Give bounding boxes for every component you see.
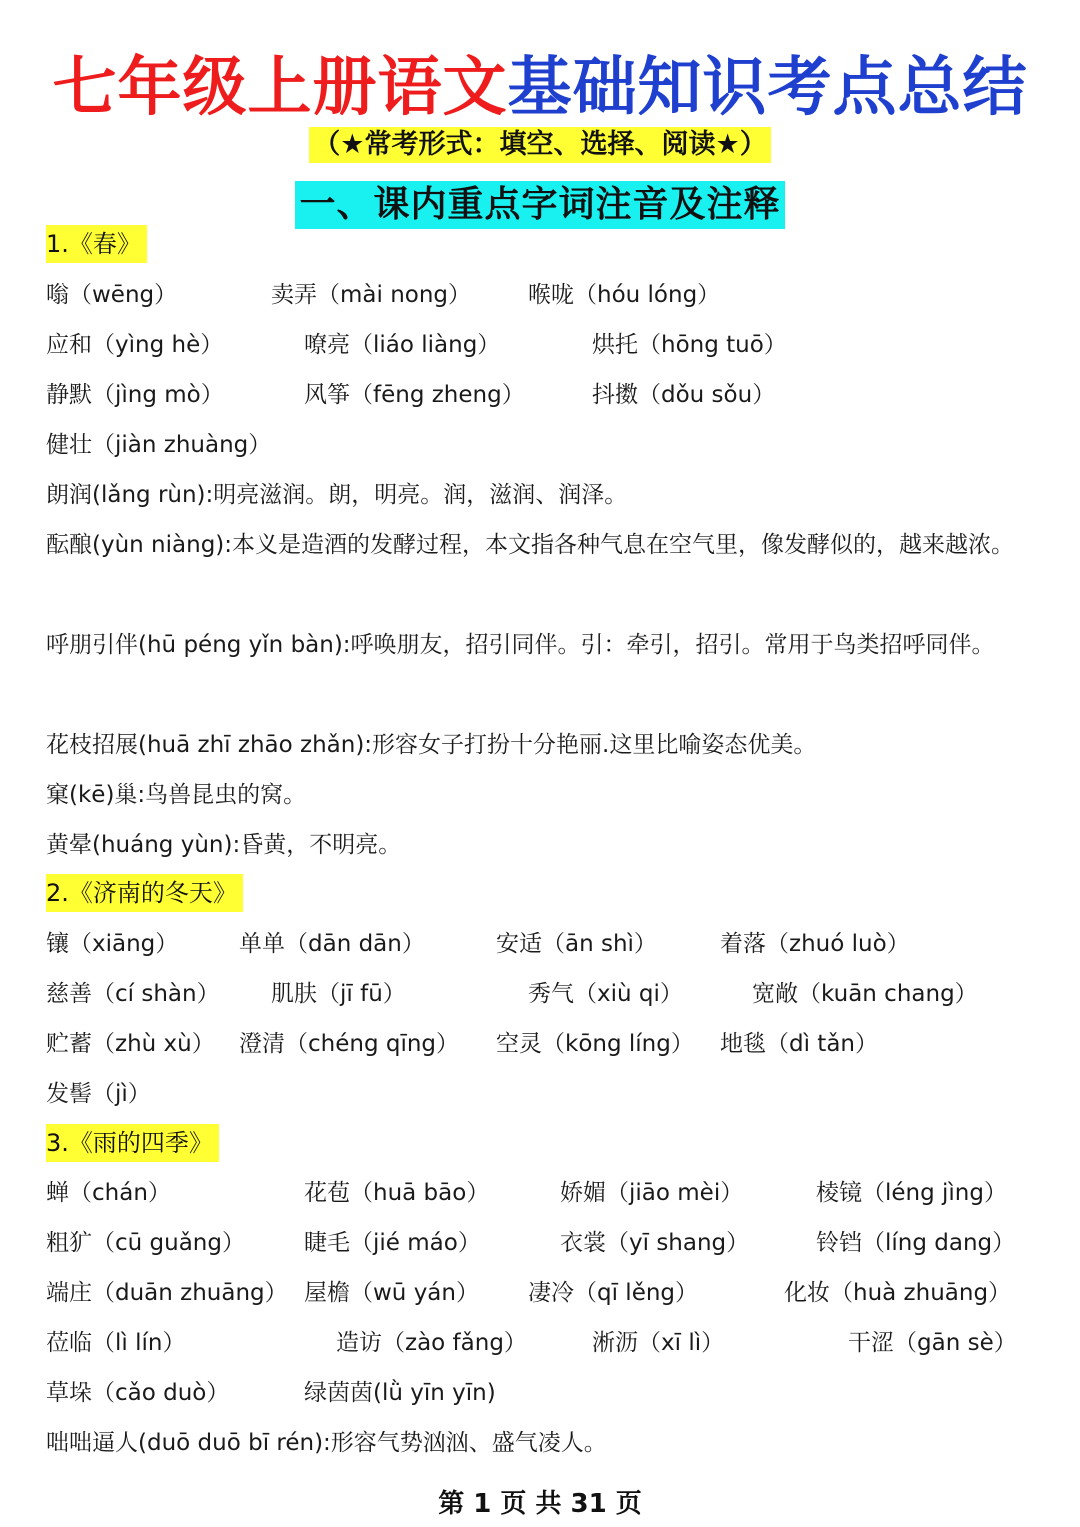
vocab-item: 风筝（fēng zheng） (304, 382, 525, 408)
page-footer: 第 1 页 共 31 页 (438, 1489, 642, 1519)
vocab-item: 静默（jìng mò） (46, 382, 224, 408)
vocab-item: 抖擞（dǒu sǒu） (592, 382, 776, 408)
note-text: 花枝招展(huā zhī zhāo zhǎn):形容女子打扮十分艳丽.这里比喻姿态优美。 (46, 732, 817, 758)
vocab-item: 安适（ān shì） (496, 931, 657, 957)
section-heading-text: 一、课内重点字词注音及注释 (295, 181, 784, 229)
subtitle-text: （★常考形式：填空、选择、阅读★） (309, 127, 770, 163)
vocab-item: 着落（zhuó luò） (720, 931, 910, 957)
vocab-item: 卖弄（mài nong） (271, 282, 472, 308)
vocab-item: 干涩（gān sè） (848, 1330, 1017, 1356)
vocab-item: 棱镜（léng jìng） (816, 1180, 1007, 1206)
note-text: 酝酿(yùn niàng):本义是造酒的发酵过程，本文指各种气息在空气里，像发酵似的，越来越浓。 (46, 532, 1015, 558)
vocab-row (46, 1074, 1036, 1114)
vocab-item: 健壮（jiàn zhuàng） (46, 432, 272, 458)
vocab-item: 淅沥（xī lì） (592, 1330, 725, 1356)
vocab-row (46, 1323, 1036, 1363)
vocab-item: 娇媚（jiāo mèi） (560, 1180, 744, 1206)
vocab-item: 睫毛（jié máo） (304, 1230, 481, 1256)
vocab-item: 贮蓄（zhù xù） (46, 1031, 215, 1057)
section-heading (0, 181, 1080, 229)
vocab-item: 烘托（hōng tuō） (592, 332, 787, 358)
vocab-row (46, 275, 1036, 315)
vocab-item: 地毯（dì tǎn） (720, 1031, 878, 1057)
vocab-item: 莅临（lì lín） (46, 1330, 186, 1356)
vocab-item: 造访（zào fǎng） (336, 1330, 527, 1356)
lesson-heading: 3.《雨的四季》 (46, 1124, 219, 1162)
document-title (0, 48, 1080, 128)
vocab-item: 澄清（chéng qīng） (239, 1031, 460, 1057)
lesson-heading: 2.《济南的冬天》 (46, 874, 243, 912)
vocab-item: 嘹亮（liáo liàng） (304, 332, 501, 358)
vocab-item: 喉咙（hóu lóng） (528, 282, 721, 308)
title-blue-part: 基础知识考点总结 (507, 51, 1028, 125)
vocab-row (46, 425, 1036, 465)
vocab-item: 凄冷（qī lěng） (528, 1280, 699, 1306)
vocab-item: 化妆（huà zhuāng） (784, 1280, 1012, 1306)
vocab-item: 粗犷（cū guǎng） (46, 1230, 245, 1256)
vocab-item: 绿茵茵(lǜ yīn yīn) (304, 1380, 496, 1406)
vocab-item: 嗡（wēng） (46, 282, 178, 308)
vocab-item: 铃铛（líng dang） (816, 1230, 1016, 1256)
vocab-item: 草垛（cǎo duò） (46, 1380, 230, 1406)
vocab-item: 宽敞（kuān chang） (752, 981, 978, 1007)
vocab-item: 秀气（xiù qi） (528, 981, 683, 1007)
vocab-row (46, 1173, 1036, 1213)
vocab-item: 空灵（kōng líng） (496, 1031, 694, 1057)
vocab-row (46, 1273, 1036, 1313)
note-text: 咄咄逼人(duō duō bī rén):形容气势汹汹、盛气凌人。 (46, 1430, 607, 1456)
vocab-row (46, 375, 1036, 415)
vocab-item: 应和（yìng hè） (46, 332, 224, 358)
vocab-item: 衣裳（yī shang） (560, 1230, 750, 1256)
vocab-item: 单单（dān dān） (239, 931, 425, 957)
vocab-row (46, 924, 1036, 964)
vocab-row (46, 1373, 1036, 1413)
vocab-row (46, 1024, 1036, 1064)
vocab-item: 镶（xiāng） (46, 931, 179, 957)
vocab-item: 慈善（cí shàn） (46, 981, 220, 1007)
subtitle (0, 127, 1080, 163)
vocab-row (46, 974, 1036, 1014)
lesson-heading: 1.《春》 (46, 225, 147, 263)
vocab-item: 屋檐（wū yán） (304, 1280, 479, 1306)
title-red-part: 七年级上册语文 (52, 51, 508, 125)
note-text: 朗润(lǎng rùn):明亮滋润。朗，明亮。润，滋润、润泽。 (46, 482, 628, 508)
vocab-row (46, 325, 1036, 365)
vocab-item: 蝉（chán） (46, 1180, 171, 1206)
note-text: 黄晕(huáng yùn):昏黄，不明亮。 (46, 832, 402, 858)
vocab-item: 花苞（huā bāo） (304, 1180, 490, 1206)
note-text: 呼朋引伴(hū péng yǐn bàn):呼唤朋友，招引同伴。引：牵引，招引。常用于鸟类招呼同伴。 (46, 632, 995, 658)
note-text: 窠(kē)巢:鸟兽昆虫的窝。 (46, 782, 307, 808)
vocab-row (46, 1223, 1036, 1263)
vocab-item: 端庄（duān zhuāng） (46, 1280, 288, 1306)
vocab-item: 发髻（jì） (46, 1081, 151, 1107)
vocab-item: 肌肤（jī fū） (271, 981, 406, 1007)
